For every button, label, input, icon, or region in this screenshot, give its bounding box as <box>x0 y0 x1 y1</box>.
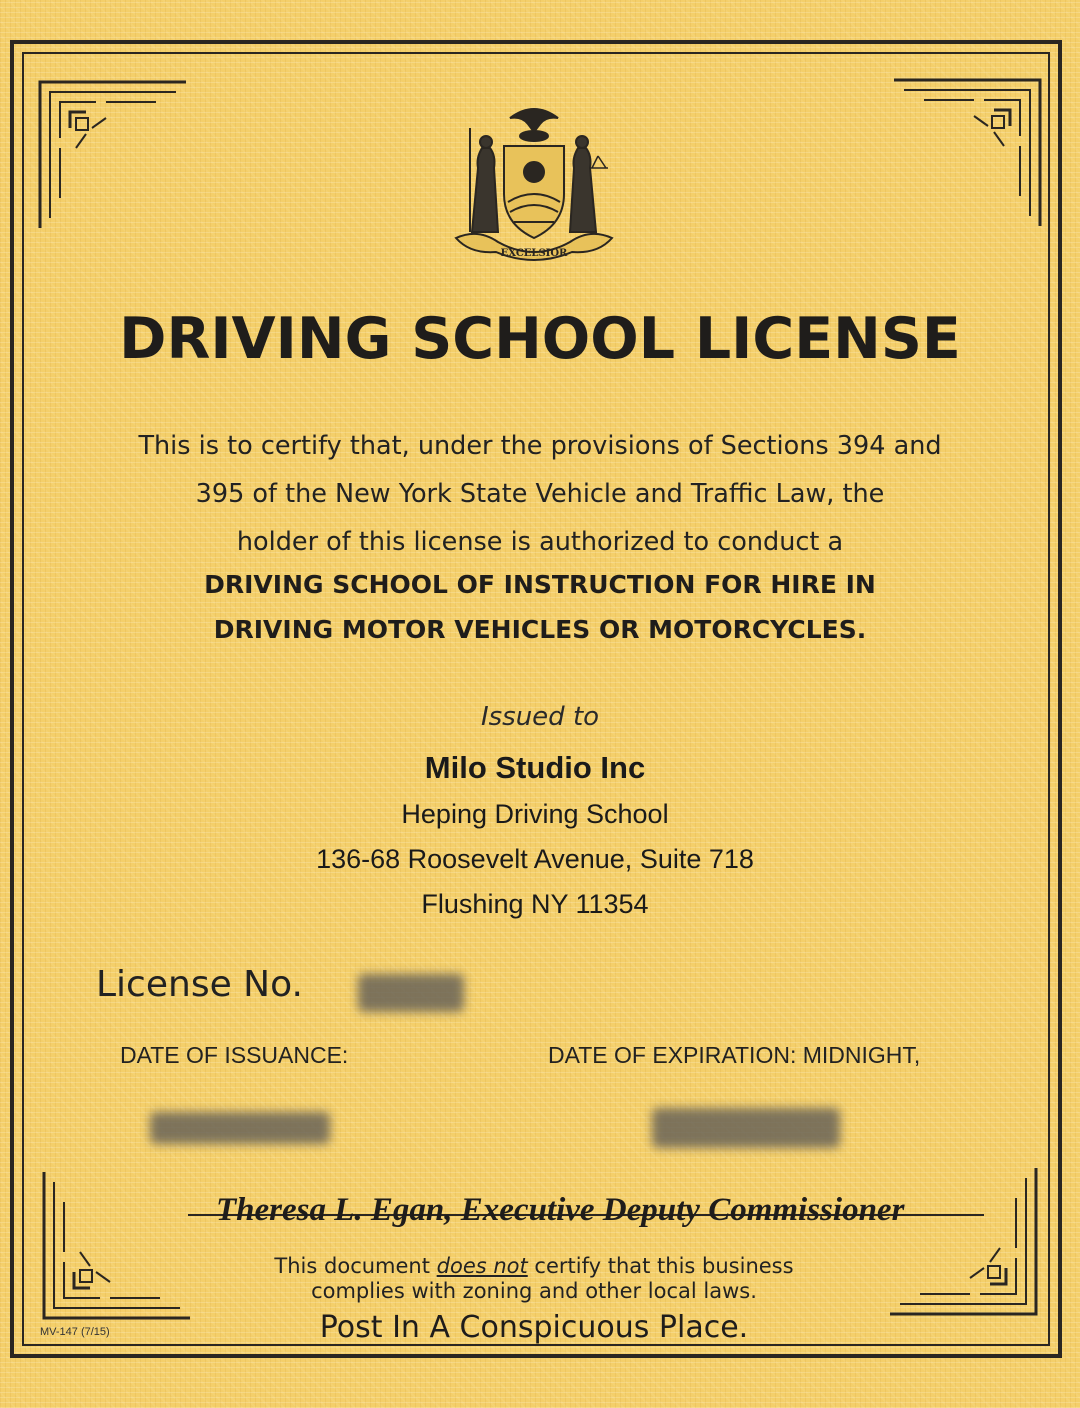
form-number: MV-147 (7/15) <box>40 1326 110 1338</box>
school-name: Heping Driving School <box>401 799 669 829</box>
certify-text <box>60 422 1020 566</box>
signature-text: Theresa L. Egan, Executive Deputy Commissioner <box>216 1192 905 1228</box>
license-title: DRIVING SCHOOL LICENSE <box>119 306 961 372</box>
seal-motto: EXCELSIOR <box>500 248 568 259</box>
redacted-expiration-date <box>652 1108 840 1148</box>
date-of-issuance-label: DATE OF ISSUANCE: <box>120 1042 349 1068</box>
state-seal-icon <box>448 98 620 264</box>
disclaimer-after: certify that this business <box>527 1254 794 1278</box>
redacted-issuance-date <box>150 1112 330 1144</box>
certify-line-3: holder of this license is authorized to conduct a <box>236 527 844 557</box>
street-address: 136-68 Roosevelt Avenue, Suite 718 <box>316 844 754 874</box>
disclaimer-line-1 <box>0 1254 1068 1279</box>
corner-ornament-top-left <box>36 78 196 238</box>
authorization-line-1: DRIVING SCHOOL OF INSTRUCTION FOR HIRE IN <box>204 570 876 599</box>
corner-ornament-top-right <box>884 76 1044 236</box>
certify-line-1: This is to certify that, under the provisions of Sections 394 and <box>138 431 942 461</box>
disclaimer-before: This document <box>274 1254 437 1278</box>
authorization-text <box>60 562 1020 652</box>
disclaimer-line-2: complies with zoning and other local laws. <box>311 1279 757 1303</box>
post-notice: Post In A Conspicuous Place. <box>319 1310 749 1345</box>
disclaimer-emphasis: does not <box>436 1254 528 1278</box>
company-name: Milo Studio Inc <box>424 750 646 785</box>
certify-line-2: 395 of the New York State Vehicle and Traffic Law, the <box>195 479 885 509</box>
authorization-line-2: DRIVING MOTOR VEHICLES OR MOTORCYCLES. <box>213 615 867 644</box>
date-of-expiration-label: DATE OF EXPIRATION: MIDNIGHT, <box>548 1042 921 1068</box>
license-no-label: License No. <box>96 964 303 1005</box>
address-block <box>0 792 1070 927</box>
zoning-disclaimer <box>0 1254 1068 1304</box>
issued-to-label: Issued to <box>480 702 600 732</box>
redacted-license-number <box>358 974 464 1012</box>
city-state-zip: Flushing NY 11354 <box>421 889 649 919</box>
